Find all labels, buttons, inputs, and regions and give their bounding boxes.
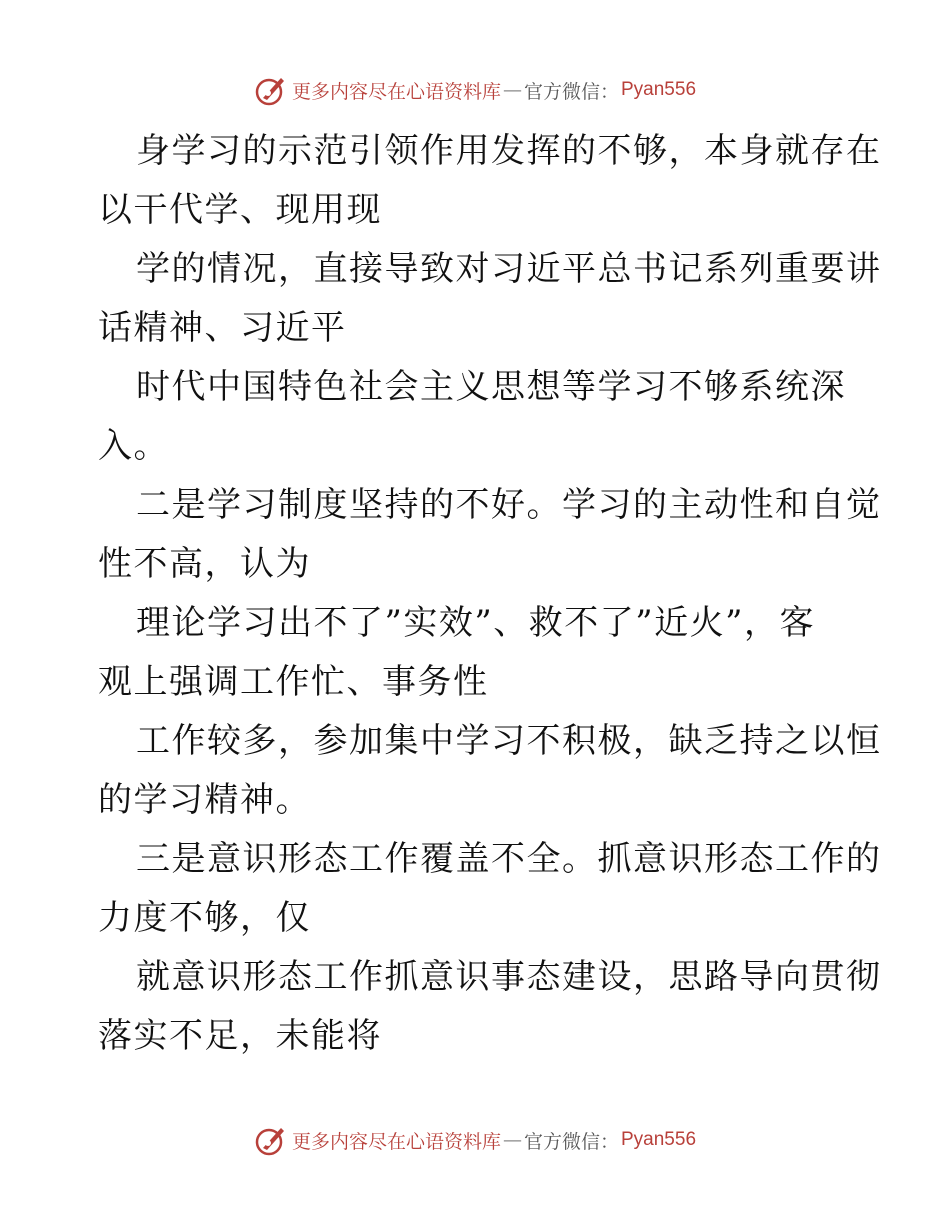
paragraph: [98, 240, 882, 358]
paragraph-line: 身学习的示范引领作用发挥的不够，本身就存在: [136, 131, 882, 171]
paragraph: [98, 122, 882, 240]
paragraph-line: 力度不够，仅: [98, 898, 311, 938]
paragraph-line: 理论学习出不了”实效”、救不了”近火”，客: [136, 603, 816, 643]
document-body: [98, 122, 882, 1066]
watermark-wechat-id: Pyan556: [621, 79, 697, 100]
paragraph-line: 时代中国特色社会主义思想等学习不够系统深: [136, 367, 846, 407]
paragraph-line: 观上强调工作忙、事务性: [98, 662, 489, 702]
footer-watermark: [0, 1120, 950, 1160]
paragraph-line: 的学习精神。: [98, 780, 311, 820]
quill-logo-icon: [254, 1123, 288, 1157]
paragraph-line: 二是学习制度坚持的不好。学习的主动性和自觉: [136, 485, 882, 525]
watermark-wechat-id: Pyan556: [621, 1129, 697, 1150]
paragraph: [98, 712, 882, 830]
paragraph-line: 落实不足，未能将: [98, 1016, 382, 1056]
paragraph-line: 话精神、习近平: [98, 308, 347, 348]
watermark-dash: —: [502, 79, 522, 101]
watermark-dash: —: [502, 1129, 522, 1151]
watermark-main-text: 更多内容尽在心语资料库: [291, 80, 501, 103]
paragraph-line: 就意识形态工作抓意识事态建设，思路导向贯彻: [136, 957, 882, 997]
watermark-sub-text: 官方微信：: [523, 80, 619, 103]
paragraph-line: 性不高，认为: [98, 544, 311, 584]
header-watermark: [0, 70, 950, 110]
paragraph: [98, 594, 858, 712]
paragraph: [98, 476, 882, 594]
watermark-sub-text: 官方微信：: [523, 1130, 619, 1153]
paragraph-line: 入。: [98, 426, 169, 466]
paragraph-line: 学的情况，直接导致对习近平总书记系列重要讲: [136, 249, 882, 289]
paragraph: [98, 358, 858, 476]
paragraph-line: 三是意识形态工作覆盖不全。抓意识形态工作的: [136, 839, 882, 879]
paragraph: [98, 830, 882, 948]
paragraph-line: 以干代学、现用现: [98, 190, 382, 230]
watermark-main-text: 更多内容尽在心语资料库: [291, 1130, 501, 1153]
paragraph-line: 工作较多，参加集中学习不积极，缺乏持之以恒: [136, 721, 882, 761]
quill-logo-icon: [254, 73, 288, 107]
paragraph: [98, 948, 882, 1066]
